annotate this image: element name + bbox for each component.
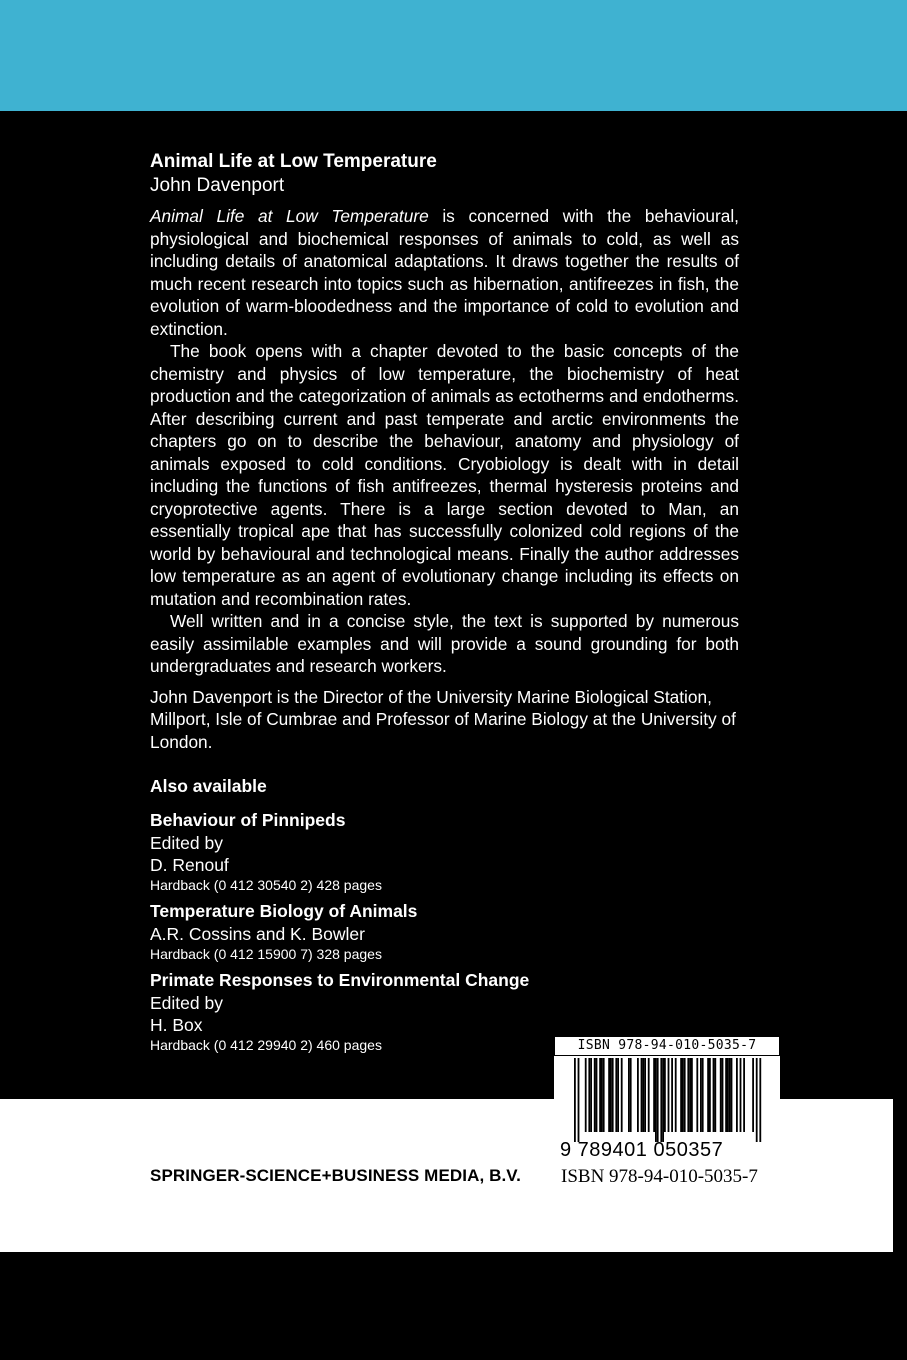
- barcode-bar: [720, 1058, 722, 1132]
- barcode-bar: [641, 1058, 643, 1132]
- barcode-bar: [696, 1058, 698, 1132]
- barcode-bar: [603, 1058, 605, 1132]
- also-available-heading: Also available: [150, 776, 267, 796]
- also-available-book: [150, 809, 739, 894]
- also-book-line: Edited by: [150, 833, 223, 853]
- top-color-band: [0, 0, 907, 111]
- description-paragraph-1: [150, 205, 739, 340]
- barcode-bar: [752, 1058, 754, 1132]
- barcode-bar: [684, 1058, 686, 1132]
- also-book-details: Hardback (0 412 30540 2) 428 pages: [150, 877, 382, 893]
- barcode-bar: [731, 1058, 733, 1132]
- barcode-bar: [687, 1058, 689, 1132]
- barcode-bar: [756, 1058, 758, 1142]
- also-book-line: A.R. Cossins and K. Bowler: [150, 924, 365, 944]
- barcode-bar: [714, 1058, 716, 1132]
- barcode-bar: [689, 1058, 691, 1132]
- barcode-bar: [736, 1058, 738, 1132]
- barcode-bar: [722, 1058, 724, 1132]
- also-book-line: H. Box: [150, 1015, 203, 1035]
- description-paragraph-2: The book opens with a chapter devoted to the basic concepts of the chemistry and physics of low temperature, the biochemistry of heat production and the categorization of animals as ectotherms and endotherms. After describing current and past temperate and arctic environments the chapters go on to describe the behaviour, anatomy and physiology of animals exposed to cold conditions. Cryobiology is dealt with in detail including the functions of fish antifreezes, thermal hysteresis proteins and cryoprotective agents. There is a large section devoted to Man, an essentially tropical ape that has successfully colonized cold regions of the world by behavioural and technological means. Finally the author addresses low temperature as an agent of evolutionary change including its effects on mutation and recombination rates.: [150, 341, 739, 609]
- barcode-bar: [615, 1058, 617, 1132]
- barcode-bar: [601, 1058, 603, 1132]
- barcode-bar: [612, 1058, 614, 1132]
- also-book-title: Temperature Biology of Animals: [150, 901, 418, 921]
- barcode-bar: [588, 1058, 590, 1132]
- footer-isbn: ISBN 978-94-010-5035-7: [561, 1166, 758, 1187]
- also-available-book: [150, 900, 739, 963]
- barcode-bar: [691, 1058, 693, 1132]
- barcode-bar: [596, 1058, 598, 1132]
- barcode-bar: [590, 1058, 592, 1132]
- barcode-bar: [662, 1058, 664, 1142]
- publisher-name: SPRINGER-SCIENCE+BUSINESS MEDIA, B.V.: [150, 1166, 522, 1185]
- barcode-bar: [630, 1058, 632, 1132]
- barcode-bar: [578, 1058, 580, 1142]
- barcode-bar: [621, 1058, 623, 1132]
- barcode-bar: [680, 1058, 682, 1132]
- also-book-line: D. Renouf: [150, 855, 229, 875]
- barcode-bar: [743, 1058, 745, 1132]
- barcode-bar: [671, 1058, 673, 1132]
- also-book-line: Edited by: [150, 993, 223, 1013]
- barcode-bar: [655, 1058, 657, 1142]
- barcode-bar: [709, 1058, 711, 1132]
- barcode-bar: [642, 1058, 644, 1132]
- also-book-title: Primate Responses to Environmental Change: [150, 970, 530, 990]
- description-p1-text: is concerned with the behavioural, physiological and biochemical responses of animals to cold, as well as including details of anatomical adaptations. It draws together the results of much recent research into topics such as hibernation, antifreezes in fish, the evolution of warm-bloodedness and the importance of cold to evolution and extinction.: [150, 206, 739, 339]
- barcode-bar: [585, 1058, 587, 1132]
- barcode-bar: [608, 1058, 610, 1132]
- barcode-bar: [637, 1058, 639, 1132]
- back-cover-text: [150, 150, 739, 1060]
- barcode-bar: [628, 1058, 630, 1132]
- barcode-bar: [668, 1058, 670, 1132]
- barcode-bar: [599, 1058, 601, 1132]
- barcode-bar: [644, 1058, 646, 1132]
- description-italic-title: Animal Life at Low Temperature: [150, 206, 429, 226]
- barcode-bar: [702, 1058, 704, 1132]
- barcode-bars: [574, 1058, 764, 1142]
- right-edge-strip: [893, 1099, 907, 1252]
- book-title: Animal Life at Low Temperature: [150, 151, 437, 172]
- barcode-isbn-label: ISBN 978-94-010-5035-7: [554, 1036, 780, 1056]
- barcode-bar: [727, 1058, 729, 1132]
- barcode-bar: [664, 1058, 666, 1132]
- barcode-bar: [617, 1058, 619, 1132]
- isbn-barcode: [554, 1036, 780, 1164]
- barcode-bar: [682, 1058, 684, 1132]
- also-book-details: Hardback (0 412 15900 7) 328 pages: [150, 946, 382, 962]
- description-paragraph-3: Well written and in a concise style, the text is supported by numerous easily assimilable examples and will provide a sound grounding for both undergraduates and research workers.: [150, 611, 739, 676]
- barcode-bar: [594, 1058, 596, 1132]
- barcode-bar: [657, 1058, 659, 1142]
- barcode-bar: [707, 1058, 709, 1132]
- barcode-bar: [713, 1058, 715, 1132]
- barcode-bar: [648, 1058, 650, 1132]
- barcode-bar: [759, 1058, 761, 1142]
- barcode-bar: [610, 1058, 612, 1132]
- barcode-bar: [725, 1058, 727, 1132]
- barcode-bar: [653, 1058, 655, 1132]
- barcode-digits: 9 789401 050357: [560, 1139, 724, 1161]
- barcode-bar: [660, 1058, 662, 1142]
- also-book-details: Hardback (0 412 29940 2) 460 pages: [150, 1037, 382, 1053]
- barcode-bar: [675, 1058, 677, 1132]
- barcode-bar: [700, 1058, 702, 1132]
- also-book-title: Behaviour of Pinnipeds: [150, 810, 346, 830]
- book-author: John Davenport: [150, 175, 285, 196]
- author-bio: John Davenport is the Director of the University Marine Biological Station, Millport, Isle of Cumbrae and Professor of Marine Biology at the University of London.: [150, 686, 736, 752]
- barcode-bar: [729, 1058, 731, 1132]
- barcode-bar: [740, 1058, 742, 1132]
- barcode-bar: [574, 1058, 576, 1142]
